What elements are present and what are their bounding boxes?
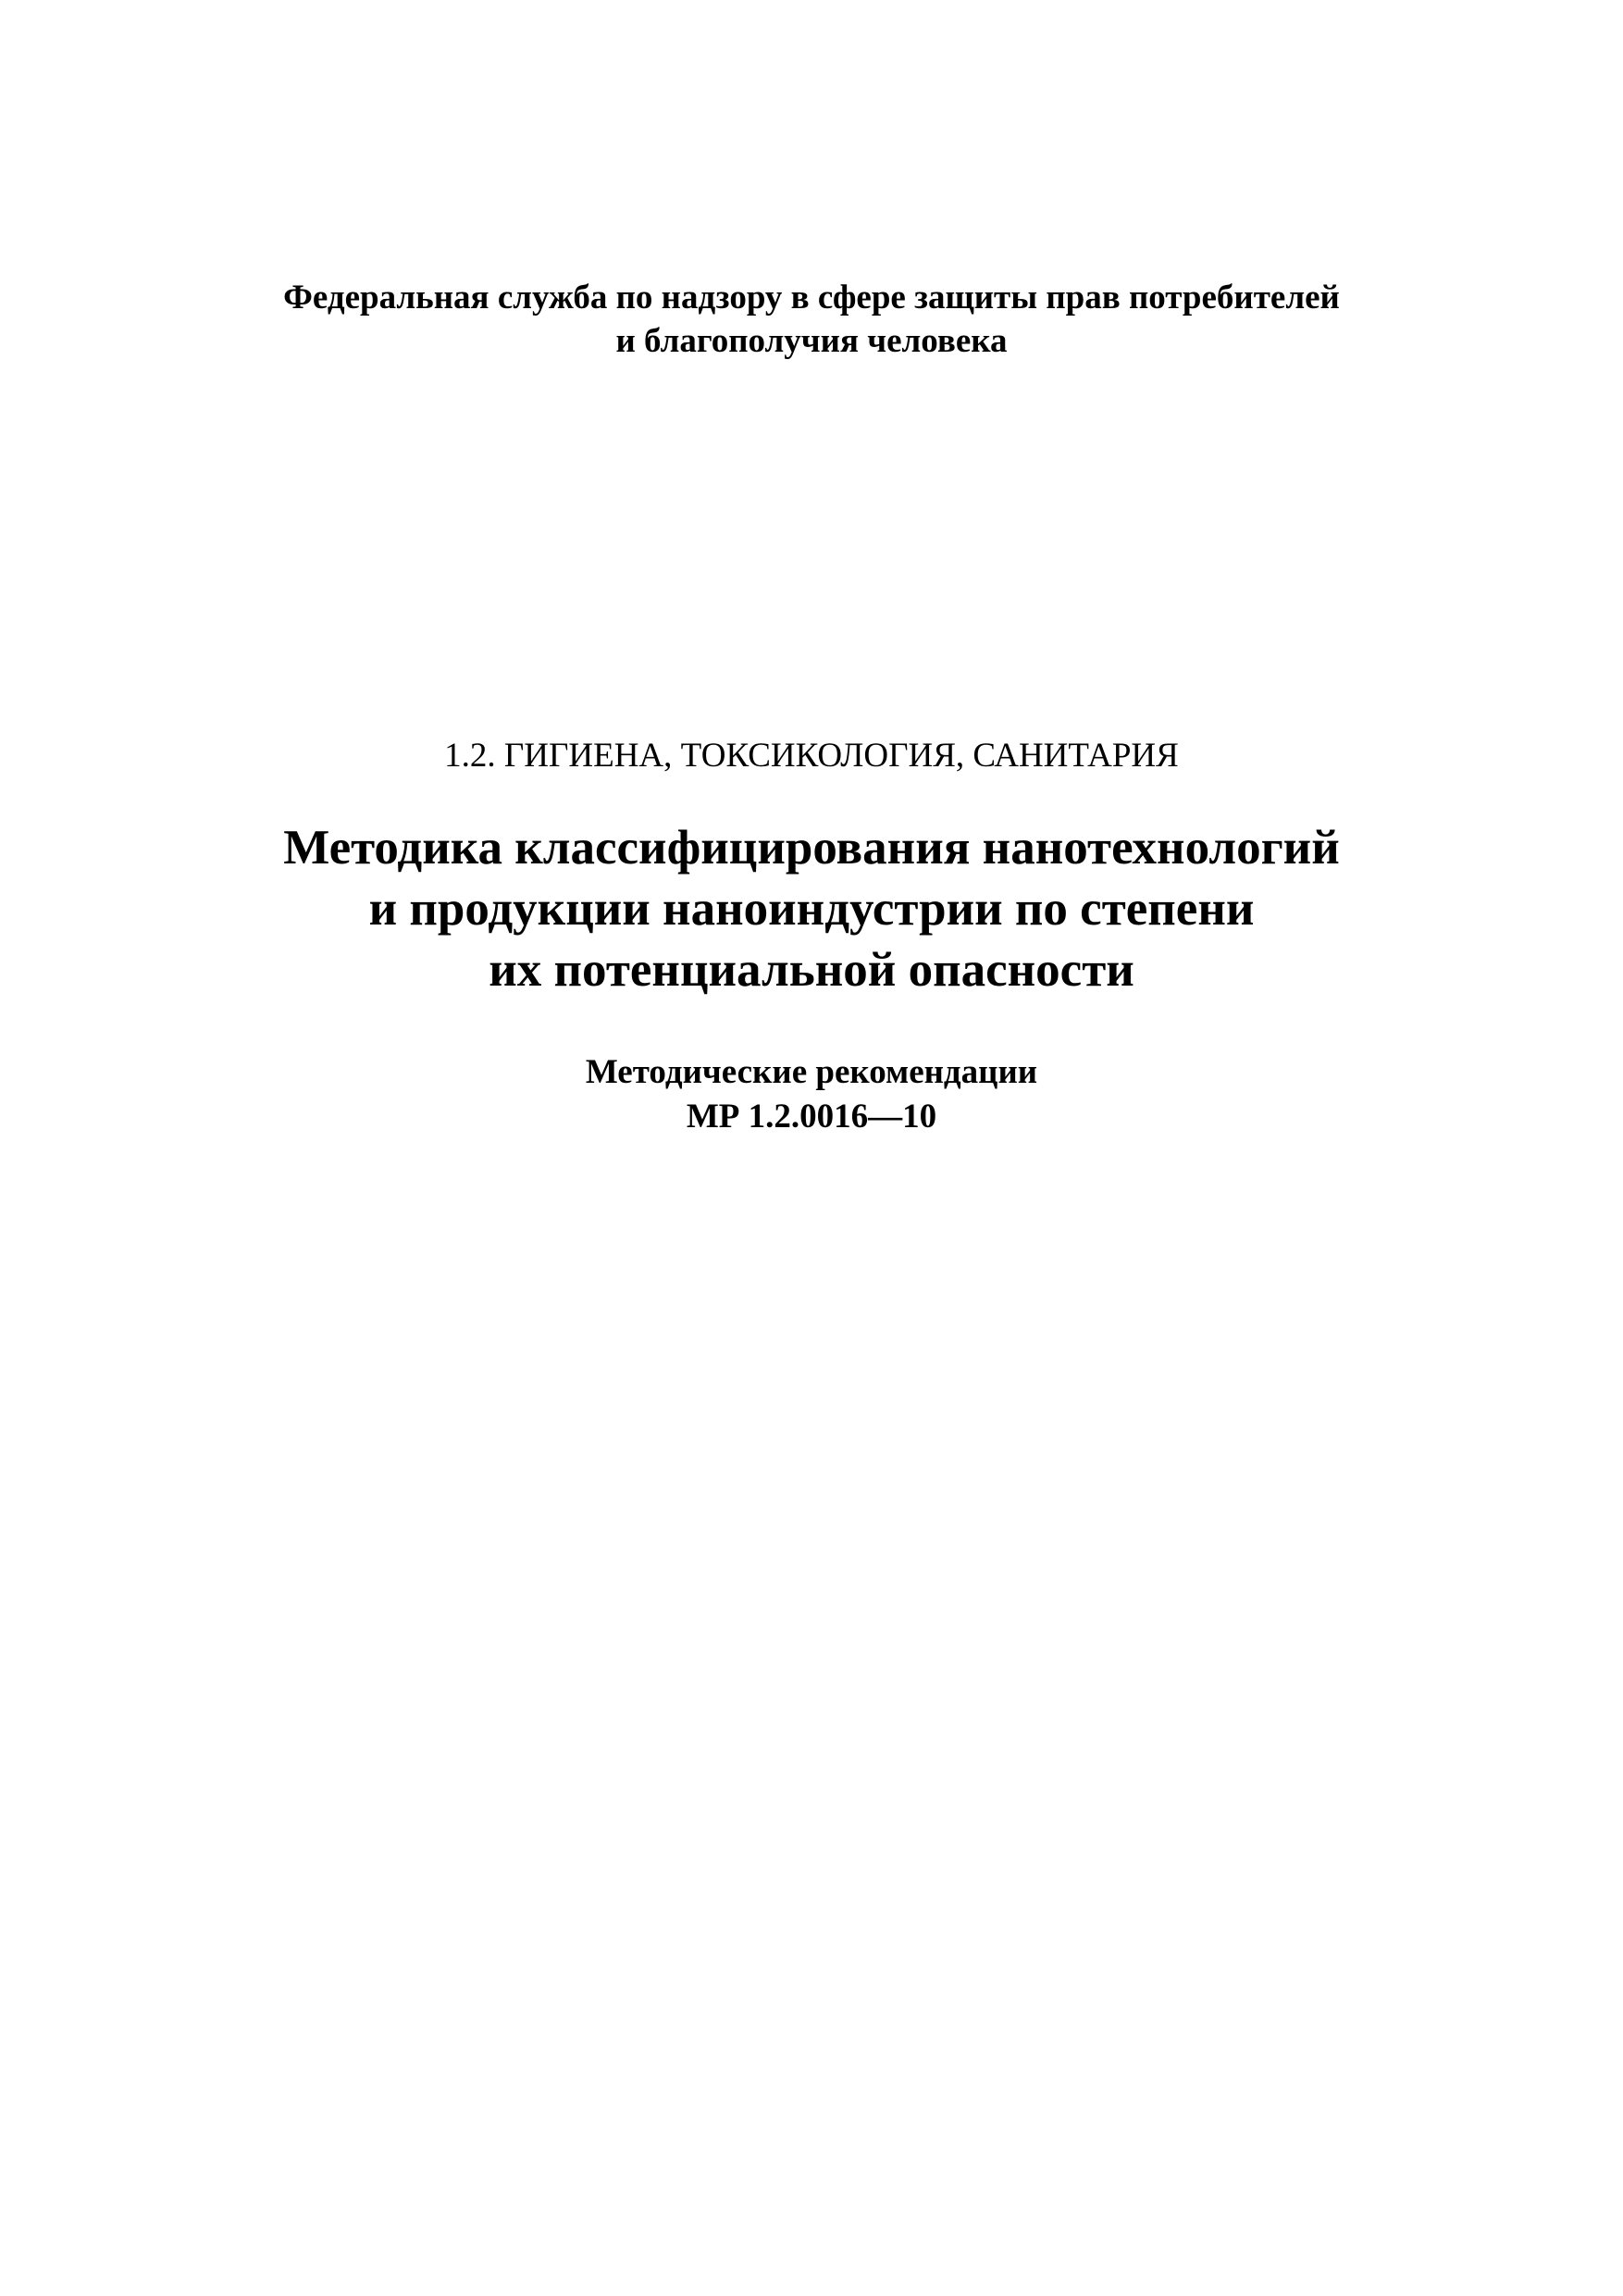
category-label: 1.2. ГИГИЕНА, ТОКСИКОЛОГИЯ, САНИТАРИЯ: [444, 737, 1179, 775]
agency-name-line-1: Федеральная служба по надзору в сфере защиты прав потребителей: [283, 279, 1340, 316]
document-type-label: Методические рекомендации: [585, 1053, 1038, 1091]
agency-name-line-2: и благополучия человека: [615, 322, 1008, 360]
agency-header: [0, 276, 1623, 363]
document-code: МР 1.2.0016—10: [686, 1098, 937, 1136]
title-line-2: и продукции наноиндустрии по степени: [368, 882, 1255, 936]
document-category: [0, 734, 1623, 778]
document-title: [0, 817, 1623, 1000]
title-line-3: их потенциальной опасности: [489, 943, 1134, 997]
document-type: [0, 1050, 1623, 1139]
title-line-1: Методика классифицирования нанотехнологий: [283, 821, 1340, 875]
